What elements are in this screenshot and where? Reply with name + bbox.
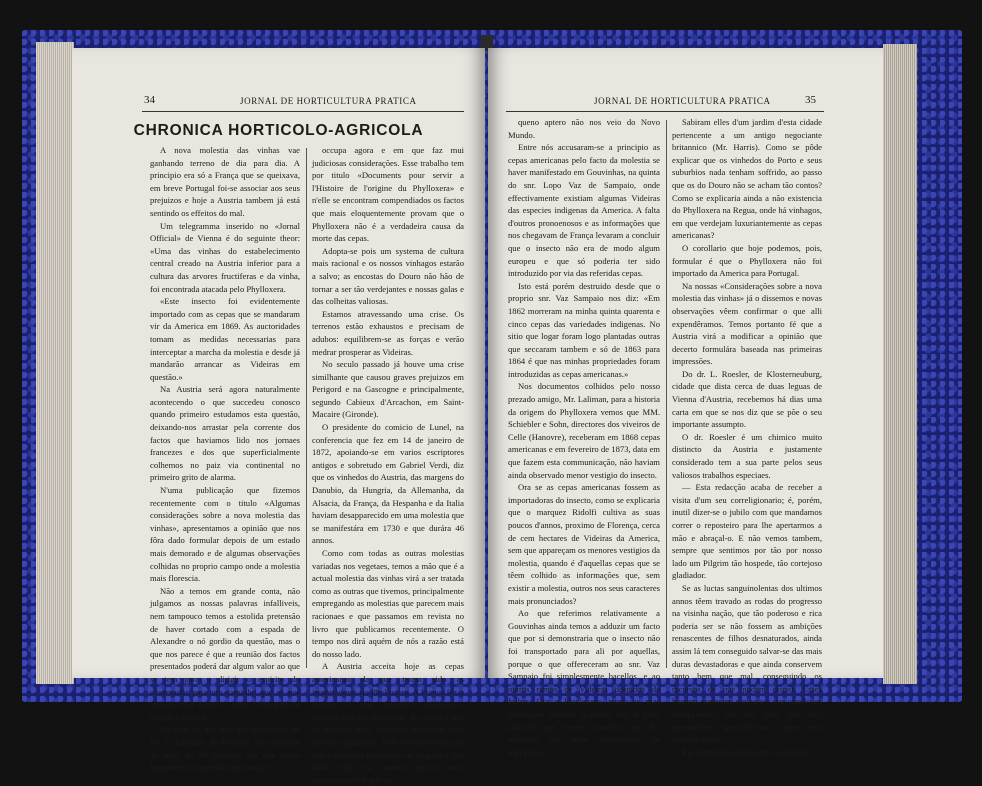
paragraph: Ora se as cepas americanas fossem as importadoras do insecto, como se explicaria que o marquez Ridolfi cultiva as suas poucos d'annos, proximo de Florença, cerca de cem hectares de Videiras da America, sem que appareçam os menores vestigios da molestia, quando é d'aquellas cepas que se têem colhido as informações que, sem existir a molestia, outros nos seus caracteres mais pronunciados? — [508, 482, 661, 606]
paragraph: A nova molestia das vinhas vae ganhando terreno de dia para dia. A principio era só a França que se queixava, em breve Portugal foi-se associar aos seus prejuizos e hoje a Austria tambem já está sentindo os effeitos do mal. — [150, 145, 300, 218]
paragraph: «Este insecto foi evidentemente importado com as cepas que se mandaram vir da America em 1869. As auctoridades tomam as medidas necessarias para interceptar a marcha da molestia e desde já mandarão arrancar as Videiras em questão.» — [150, 296, 300, 382]
page-edges-left — [36, 42, 74, 684]
paragraph: Adopta-se pois um systema de cultura mais racional e os nossos vinhagos estarão a salvo; as encostas do Douro não hão de tornar a ser tão verdejantes e nossas galas e das colheitas valiosas. — [312, 245, 464, 307]
paragraph: Se as luctas sanguinolentas dos ultimos annos têem travado as rodas do progresso na visinha nação, que tão poderoso e rica poderia ser se não fossem as ambições renascentes de filhos desnaturados, ainda assim lá tem conseguido salvar-se das mais duras devastadoras e que ainda conservem tanto bem que mal, conseguindo os recursos de que podem dispôr. Esses homens merecem o elogio e que condições excepcionaes em que estão não lhes permittirem o gozo de nos os quaes nem estão os lares. — [672, 582, 822, 745]
running-head: JORNAL DE HORTICULTURA PRATICA — [594, 96, 771, 106]
paragraph: Isto está porém destruido desde que o proprio snr. Vaz Sampaio nos diz: «Em 1862 morreram na minha quinta quarenta e cinco cepas das variedades indigenas. No sitio que logar foram logo plantadas outras que seccaram tambem e só de 1863 para 1864 é que nas minhas propriedades foram introduzidas as cepas americanas.» — [508, 280, 660, 379]
column-divider — [306, 148, 307, 668]
paragraph: Sabiram elles d'um jardim d'esta cidade pertencente a um antigo negociante britannico (Mr. Harris). Como se pôde explicar que os vinhedos do Porto e seus suburbios nada tenham soffrido, ao passo que os do Douro não se acham tão contos? Como se explicaria ainda a não existencia do Phylloxera na Regua, onde há vinhagos, em que verdejam luxuriantemente as cepas americanas? — [672, 117, 822, 241]
paragraph: N'uma publicação que fizemos recentemente com o titulo «Algumas considerações sobre a nova molestia das vinhas», apresentamos a opinião que nos fôra dado formular depois de um estado mais demorado e de algumas observações colhidas no proprio campo onde a molestia mais florescia. — [150, 485, 300, 584]
paragraph: Não a temos em grande conta, não julgamos as nossas palavras infalliveis, nem tampouco temos a estolida pretensão de haver cortado com a espada de Alexandre o nó gordio da questão, mas o que nos parece é que a reunião dos factos presentados poderá dar algum valor ao que se tem para o dirigir o espirito do observador para um caminho que se nos afigura mais seguro e mais certo para se chegar á verdade. — [150, 585, 300, 722]
paragraph: Ao que referimos relativamente a Gouvinhas ainda temos a adduzir um facto que por si demonstraria que o insecto não foi transportado para ali por aquellas, porque o que offereceram ao snr. Vaz Sampaio foi simplesmente bacellos, e ao outros ramos de Videiras despidos de folhas. Ora o Phylloxera, tendo as suas habitações somente as raizes, não se pode admittir que n'esses bacellos que lhe offerecia um meio conveniente de transporte. — [508, 608, 660, 757]
text-column-2 — [312, 144, 464, 786]
paragraph: Entre nós accusaram-se a principio as cepas americanas pelo facto da molestia se haver manifestado em Gouvinhas, na quinta do snr. Lopo Vaz de Sampaio, onde effectivamente existiam algumas Videiras das especies indigenas da America. A falta d'outros pronoenosos e as informações que nos chegavam de França levaram a concluir que o insecto não era de modo algum europeu e que só poderia ter sido introduzido por via das referidas cepas. — [508, 142, 660, 279]
paragraph: Na nossas «Considerações sobre a nova molestia das vinhas» já o dissemos e novas observações vêem confirmar o que alli expendêramos. Temos portanto fé que a Austria virá a modificar a opinião que decerto formulára baseada nas primeiras impressões. — [672, 280, 822, 367]
running-head: JORNAL DE HORTICULTURA PRATICA — [240, 96, 417, 106]
left-page — [72, 48, 485, 785]
header-rule — [142, 111, 464, 112]
paragraph: A Austria acceita hoje as cepas americanas da que terem sido as importadoras do Phylloxera. A França fez o mesmo, e nós, devemos confessal-o, também nos deixámos sair de certos e que os homens mais elevados abraçaram esta opinião cegamente. Hoje reconhecemos que não estavamos laborando em engano e que ainda hoje na materia provas mais convincentes de que o e- — [312, 661, 464, 785]
page-edges-right — [883, 44, 917, 684]
header-rule — [506, 111, 824, 112]
page-number: 34 — [144, 94, 155, 106]
paragraph: Nos documentos colhidos pelo nosso prezado amigo, Mr. Laliman, para a historia da origem do Phylloxera vemos que MM. Schiebler e Sohn, directores dos viveiros de Celle (Hanovre), receberam em 1868 cepas americanas e em fevereiro de 1873, data em que fazem esta communicação, não haviam ainda observado menor vestigio do insecto. — [508, 381, 660, 480]
page-number: 35 — [805, 94, 816, 106]
text-column-2 — [672, 116, 822, 758]
paragraph: Em Barcelona existia uma Sociedade — [682, 746, 810, 757]
paragraph: — Esta redacção acaba de receber a visita d'um seu correligionario; é, porém, inutil dizer-se o jubilo com que mandamos correr o reposteiro para lhe apertarmos a mão e abraçal-o. E não vemos tambem, sempre que sentimos por tão por nosso lado um Pilgrim tão hospede, tão cortejoso gladiador. — [672, 482, 822, 581]
column-divider — [666, 120, 667, 668]
paragraph: O dr. Roesler é um chimico muito distincto da Austria e justamente considerado tem a sua parte pelos seus valiosos trabalhos especiaes. — [672, 431, 822, 480]
paragraph: O corollario que hoje podemos, pois, formular é que o Phylloxera não foi importado da America para Portugal. — [672, 242, 822, 279]
article-title: CHRONICA HORTICOLO-AGRICOLA — [133, 122, 424, 139]
paragraph: Ha dous ou tres dias que recebemos de Mr. L. Laliman, de Bordeus, um opusculo de mais de 60 paginas, em que tracta largamente da questão que nos pr e- — [150, 724, 300, 773]
paragraph: Como com todas as outras molestias variadas nos vegetaes, temos a mão que é a actual molestia das vinhas virá a ser tratada como as outras que tivemos, principalmente empregando as molestias que parecem mais racionaes e que passamos em revista no livro que publicamos recentemente. O tempo nos dirá aquém de nós a razão está do nosso lado. — [312, 548, 464, 659]
text-column-1 — [150, 144, 300, 774]
paragraph: Estamos atravessando uma crise. Os terrenos estão exhaustos e precisam de adubos: equilibrem-se as forças e verão medrar prosperar as Videiras. — [312, 308, 464, 357]
text-column-1 — [508, 116, 660, 758]
paragraph: Do dr. L. Roesler, de Klosterneuburg, cidade que dista cerca de duas leguas de Vienna d'Austria, recebemos há dias uma carta em que se nos diz que se põe o seu importante assumpto. — [672, 368, 822, 430]
paragraph: Um telegramma inserido no «Jornal Official» de Vienna é do seguinte theor: «Uma das vinhas do estabelecimento central creado na Austria inferior para a cultura das arvores fructiferas e da vinha, foi encontrada atacada pelo Phylloxera. — [150, 220, 300, 294]
right-page — [488, 48, 883, 757]
paragraph: O presidente do comicio de Lunel, na conferencia que fez em 14 de janeiro de 1872, apoiando-se em varios escriptores antigos e sobretudo em Gabriel Verdi, diz que os vinhedos do Austria, das margens do Danubio, da Hungria, da Allemanha, da Alsacia, da França, da Hespanha e da Italia haviam desapparecido em uma molestia que se manifestára em 1730 e que durára 46 annos. — [312, 422, 465, 546]
paragraph: Na Austria será agora naturalmente acontecendo o que succedeu conosco quando primeiro estudamos esta questão, deixando-nos arrastar pela corrente dos factos que haviamos lido nos jornaes francezes e dos que superficialmente colhemos no paiz via continental no primeiro grito de alarma. — [150, 384, 300, 483]
paragraph: occupa agora e em que faz mui judiciosas considerações. Esse trabalho tem por titulo «Documents pour servir a l'Histoire de l'origine du Phylloxera» e n'elle se encontram compendiados os factos que mais eloquentemente provam que o Phylloxera não é a verdadeira causa da morte das cepas. — [312, 145, 464, 244]
paragraph: queno aptero não nos veio do Novo Mundo. — [508, 117, 660, 140]
paragraph: No seculo passado já houve uma crise similhante que causou graves prejuizos em Perigord e na Gascogne e principalmente, segundo Cabieux d'Arcachon, em Saint-Macaire (Gironde). — [312, 359, 464, 420]
